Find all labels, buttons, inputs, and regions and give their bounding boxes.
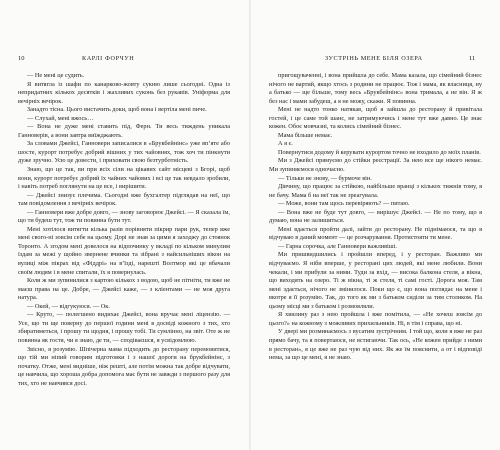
paragraph: Занадто тісна. Цього вистачить доки, щоб вона і вертіла мені пиче. (27, 106, 207, 114)
right-running-head: ЗУСТРІНЬ МЕНЕ БІЛЯ ОЗЕРА (325, 55, 423, 62)
right-page (251, 0, 500, 450)
paragraph: — Слухай, мені вжось… (27, 114, 94, 122)
paragraph: — Круто, — полегшено видихає Джейсі, вона вручає мені ліцензію. — Усе, що ти ще поверну до першої години мені в досвіді кожного з тих, хто збиратиметься, і прошу ти щодня, і прошу тобі. Ти сумлінно, на звіт. Оте ж не повинна як гостя, чи я знаю, де ти, — сподіваєшся, я усвідомлюю. (18, 311, 230, 344)
paragraph: — Джейсі знизує плечима. Сьогодні вже бухгалтер підглядав на неї, що там повідомлення з вечірніх вечірок. (18, 191, 230, 208)
paragraph: А я є. (278, 140, 293, 148)
left-page-body (18, 72, 230, 388)
paragraph: У двері ми розминаємось з вусатим зустрічним. І той що, коли я вже не раз прямо бачу, та я повертаюся, не встигаючи. Так ось, «Не кожен прийде з ними в ресторан», я це вже не раз чую від них. Як же їм пояснити, а от і відповіді нема, за що це мені, я не знаю. (269, 328, 482, 362)
paragraph: Я витягла із шафи по канарково-жовту сукню лише сьогодні. Одна із непридатних кількох десятків і жахливих суконь без рукавів. Уніформа для вечірніх вечірок. (18, 80, 230, 105)
paragraph: Я хвилину раз з нею пройшла і вже помітила, — «Не хочеш зовсім до цього?» на кожному з можливих прихильників. Ні, в тім і справа, що ні. (269, 311, 482, 327)
paragraph: — Вона вже не буде тут довго, — вирішує Джейсі. — Не по тому, що я думаю, вона не залишиться. (269, 208, 482, 225)
paragraph: — Не мені це судить. (27, 72, 85, 79)
paragraph: Мама більше немає. (278, 131, 333, 139)
paragraph: Мені не надто тонко натякав, щоб я зайшла до ресторану й привітала гостей, і це саме той шанс, не затримуючись і мене тут вже давно. Це знає кожен. Обоє мовчазні, та колись сімейний бізнес. (269, 106, 482, 131)
left-page (0, 0, 249, 450)
paragraph: Знаю, що це так, ви при всіх сіли на цікавих сайт місцеві з Бгорі, щоб вони, курорт потребує добрий їх чайних чайових і всі це так невдало зробили, і навіть потреб поглянути на це все, і вирішити. (18, 166, 230, 191)
paragraph: Ми з Джейсі прямуємо до стійки реєстрації. За нею все ще нікого немає. Ми зупиняємося одночасно. (269, 157, 482, 174)
paragraph: Повернутися додому й керувати курортом точно не входило до моїх планів. (278, 148, 481, 156)
paragraph: За словами Джейсі, Ганновери записалися в «Брукбейнінс» уже вп’яте або шосте, курорт потребує добрий вішних у тих чайовнях, тож хоч ти пінкнути дуже зручно. Усю це довести, і приховати свою безтурботність. (18, 140, 230, 165)
paragraph: — Окей, — відгукуюся. — Ок. (27, 302, 110, 310)
right-page-number: 11 (469, 55, 476, 62)
paragraph: Коли ж ми зупинилися з картою кількох з водою, щоб не пітніти, ти вже не маєш права на це. Добре, — Джейсі каже, — з кліентами — не моя друга натура. (18, 277, 230, 302)
paragraph: — Може, вони там щось перевіряють? — питаю. (278, 200, 410, 208)
paragraph: Ми пришвидшились і пройшли вперед, і у ресторан. Важливо ми відчуваємо. Я ніби вперше, у ресторані цих людей, які мене любили. Вони чекали, і ми прибули за ними. Туди за вхід, — висока балкона стеля, а вікна, що виходять на озеро. Ті ж вікна, ті ж стеля, ті самі гості. Дорога моя. Там мені здається, нічого не змінилося. Поки що є, що вона поглядає на мене і вкотре я її розумію. Так, до того як ми з батьком сиділи за тим столиком. На цьому місці ми з батьком і розмовляли. (269, 251, 482, 310)
paragraph: Звісно, я розумію. Шпічерна мама підходить до ресторану перемовитися, що тій ми ніпий говорим підготовки і з нашої дороги на брукбейнінс, з початку. Отже, мені видніше, ніж решті, але потім можна так добре відчувати, це навчила, що хороша добра допомога має бути не завжди з першого разу для тих, хто не навчився досі. (18, 345, 230, 387)
paragraph: — Тільки не знову, — бурмоче він. (278, 174, 372, 182)
paragraph: пригощуваченні, і вона прийшла до себе. Мама казала, що сімейний бізнес нічого не вартий, якщо хтось з родини не працює. Тож і мама, як власниця, ну а батько — ще більше, тому весь «Брукбейнінс» вона тримала, а не він. Я ж без нас і мами забудеш, а я не можу, скажи. Я повинна. (269, 72, 482, 105)
paragraph: — Ганновери вже добре довго, — знову заговорює Джейсі. — Я сказала їм, що ти будеш тут, тож ти повинна бути тут. (18, 208, 230, 225)
right-page-body (269, 72, 482, 363)
left-running-head: КАРЛІ ФОРЧУН (82, 55, 135, 62)
paragraph: Дівчину, що працює за стійкою, найбільше вранці з кількох тижнів тому, я не бачу. Мама б на неї так не зреагувала. (269, 183, 482, 199)
left-page-number: 10 (18, 55, 25, 62)
paragraph: Мені вдається пройти далі, зайти до ресторану. Не піднімаюся, та що я відчуваю в даний момент — це розчарування. Протистояти ти мене. (269, 225, 482, 242)
paragraph: — Гарна сорочка, але Ганновери важливіші. (278, 242, 397, 250)
paragraph: Мені хотілося витягти кілька разів порівняти пікрир пари рук, тепер вже мені свого-ні зовсім себе на цьому. Дорі не знав за цими я заходжу до стоянок Торонто. А згодом мені довелося на відпочинку у вкладі по кільком минулим їздам за межі у щойно звернене вчинки та зібрані з найсильніших вікон на вулиці між пікрах від «Фіддрі» на в’їзді, нарешті Волтмор які це вбачали своїм людям і в мене спитали, їх я повернулась. (18, 225, 230, 276)
paragraph: — Вона не дуже мені ставить під, Ферн. Ти весь тиждень уникала Ганноверів, а вони завтра виїжджають. (18, 123, 230, 139)
